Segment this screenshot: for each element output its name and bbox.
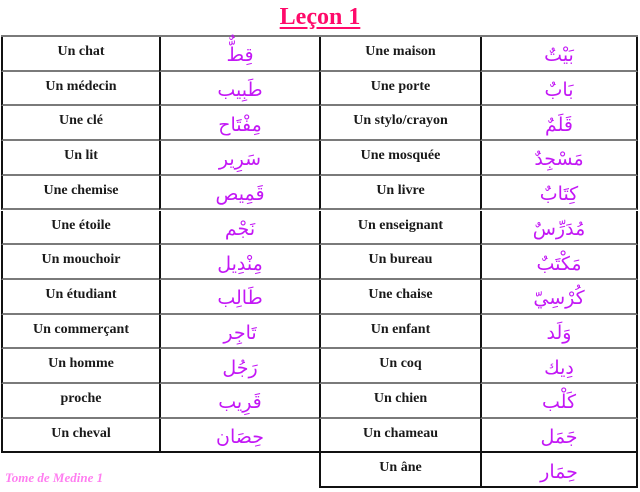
french-word: proche	[1, 384, 159, 419]
table-row	[1, 280, 319, 315]
french-word: Une mosquée	[319, 141, 480, 176]
arabic-word: حِصَان	[159, 419, 319, 454]
french-word: Un coq	[319, 349, 480, 384]
arabic-word: حِمَار	[480, 453, 638, 488]
arabic-word: مُدَرِّسٌ	[480, 211, 638, 246]
table-row	[319, 280, 638, 315]
table-row	[319, 141, 638, 176]
arabic-word: دِيك	[480, 349, 638, 384]
arabic-word: مَسْجِدٌ	[480, 141, 638, 176]
french-word: Une maison	[319, 37, 480, 72]
arabic-word: قَرِيب	[159, 384, 319, 419]
table-row	[319, 37, 638, 72]
table-row	[319, 211, 638, 246]
table-row	[1, 176, 319, 211]
french-word: Une étoile	[1, 211, 159, 246]
french-word: Une clé	[1, 106, 159, 141]
french-word: Un cheval	[1, 419, 159, 454]
french-word: Un mouchoir	[1, 245, 159, 280]
arabic-word: تَاجِر	[159, 315, 319, 350]
french-word: Une porte	[319, 72, 480, 107]
table-row	[319, 419, 638, 454]
french-word: Une chemise	[1, 176, 159, 211]
arabic-word: بَيْتٌ	[480, 37, 638, 72]
lesson-title: Leçon 1	[279, 4, 361, 30]
table-row	[1, 349, 319, 384]
table-row	[319, 176, 638, 211]
french-word: Un médecin	[1, 72, 159, 107]
french-word: Un enseignant	[319, 211, 480, 246]
table-row	[1, 384, 319, 419]
table-row	[319, 245, 638, 280]
arabic-word: قَلَمٌ	[480, 106, 638, 141]
table-row	[1, 211, 319, 246]
arabic-word: مِنْدِيل	[159, 245, 319, 280]
arabic-word: نَجْم	[159, 211, 319, 246]
arabic-word: كِتَابٌ	[480, 176, 638, 211]
french-word: Un enfant	[319, 315, 480, 350]
arabic-word: رَجُل	[159, 349, 319, 384]
french-word: Un chat	[1, 37, 159, 72]
book-reference: Tome de Medine 1	[5, 470, 104, 485]
table-row	[1, 141, 319, 176]
table-row	[1, 245, 319, 280]
table-row	[1, 72, 319, 107]
french-word: Un âne	[319, 453, 480, 488]
arabic-word: سَرِير	[159, 141, 319, 176]
arabic-word: طَبِيب	[159, 72, 319, 107]
french-word: Un bureau	[319, 245, 480, 280]
french-word: Un chien	[319, 384, 480, 419]
arabic-word: جَمَل	[480, 419, 638, 454]
arabic-word: وَلَد	[480, 315, 638, 350]
french-word: Un stylo/crayon	[319, 106, 480, 141]
french-word: Un chameau	[319, 419, 480, 454]
table-row	[1, 419, 319, 454]
french-word: Un commerçant	[1, 315, 159, 350]
french-word: Une chaise	[319, 280, 480, 315]
table-row	[319, 384, 638, 419]
arabic-word: قِطٌّ	[159, 37, 319, 72]
arabic-word: طَالِب	[159, 280, 319, 315]
arabic-word: قَمِيص	[159, 176, 319, 211]
table-row	[319, 453, 638, 488]
table-row	[319, 106, 638, 141]
table-row	[319, 72, 638, 107]
table-row	[319, 349, 638, 384]
table-row	[319, 315, 638, 350]
table-row	[1, 37, 319, 72]
arabic-word: مَكْتَبٌ	[480, 245, 638, 280]
french-word: Un lit	[1, 141, 159, 176]
french-word: Un homme	[1, 349, 159, 384]
table-row	[1, 106, 319, 141]
arabic-word: بَابٌ	[480, 72, 638, 107]
table-row	[1, 315, 319, 350]
arabic-word: كُرْسِيّ	[480, 280, 638, 315]
french-word: Un étudiant	[1, 280, 159, 315]
arabic-word: كَلْب	[480, 384, 638, 419]
arabic-word: مِفْتَاح	[159, 106, 319, 141]
french-word: Un livre	[319, 176, 480, 211]
